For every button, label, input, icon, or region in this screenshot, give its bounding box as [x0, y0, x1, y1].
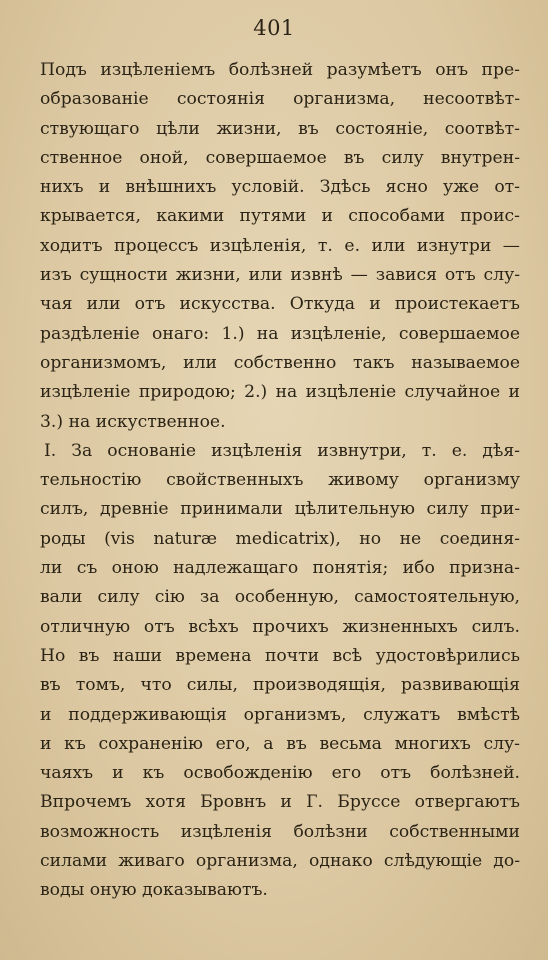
- text-line: 3.) на искуственное.: [40, 411, 226, 432]
- text-line: ствующаго цѣли жизни, въ состояніе, соотвѣт-: [40, 118, 520, 139]
- text-line: силами живаго организма, однако слѣдующіе до-: [40, 851, 520, 872]
- text-line: ственное оной, совершаемое въ силу внутрен-: [40, 147, 520, 168]
- text-line: роды (vis naturæ medicatrix), но не соединя-: [40, 528, 520, 549]
- text-line: раздѣленіе онаго: 1.) на изцѣленіе, совершаемое: [40, 323, 520, 344]
- text-line: тельностію свойственныхъ живому организму: [40, 470, 520, 491]
- text-line: чаяхъ и къ освобожденію его отъ болѣзней.: [40, 763, 520, 784]
- text-line: Впрочемъ хотя Бровнъ и Г. Бруссе отвергаютъ: [40, 792, 520, 813]
- text-line: образованіе состоянія организма, несоотвѣт-: [40, 89, 520, 110]
- text-line: отличную отъ всѣхъ прочихъ жизненныхъ силъ.: [40, 616, 520, 637]
- text-line: организмомъ, или собственно такъ называемое: [40, 352, 520, 373]
- text-line: и къ сохраненію его, а въ весьма многихъ слу-: [40, 733, 520, 754]
- text-line: крывается, какими путями и способами проис-: [40, 206, 520, 227]
- text-line: ходитъ процессъ изцѣленія, т. е. или изнутри —: [40, 235, 520, 256]
- text-line: ли съ оною надлежащаго понятія; ибо призна-: [40, 558, 520, 579]
- text-line: изцѣленіе природою; 2.) на изцѣленіе случайное и: [40, 382, 520, 403]
- text-line: Но въ наши времена почти всѣ удостовѣрились: [40, 645, 520, 666]
- text-line: вали силу сію за особенную, самостоятельную,: [40, 587, 520, 608]
- body-text: [40, 56, 520, 906]
- text-line: въ томъ, что силы, производящія, развивающія: [40, 675, 520, 696]
- text-line: Подъ изцѣленіемъ болѣзней разумѣетъ онъ пре-: [40, 60, 520, 80]
- text-line: и поддерживающія организмъ, служатъ вмѣстѣ: [40, 704, 520, 725]
- text-line: I. За основаніе изцѣленія извнутри, т. е. дѣя-: [44, 440, 520, 461]
- text-line: возможность изцѣленія болѣзни собственными: [40, 821, 520, 842]
- text-line: силъ, древніе принимали цѣлительную силу при-: [40, 499, 520, 520]
- text-line: воды оную доказываютъ.: [40, 880, 268, 901]
- text-line: чая или отъ искусства. Откуда и проистекаетъ: [40, 294, 520, 315]
- text-line: нихъ и внѣшнихъ условій. Здѣсь ясно уже от-: [40, 177, 520, 198]
- page-number: 401: [253, 16, 295, 40]
- text-line: изъ сущности жизни, или извнѣ — завися отъ слу-: [40, 265, 520, 286]
